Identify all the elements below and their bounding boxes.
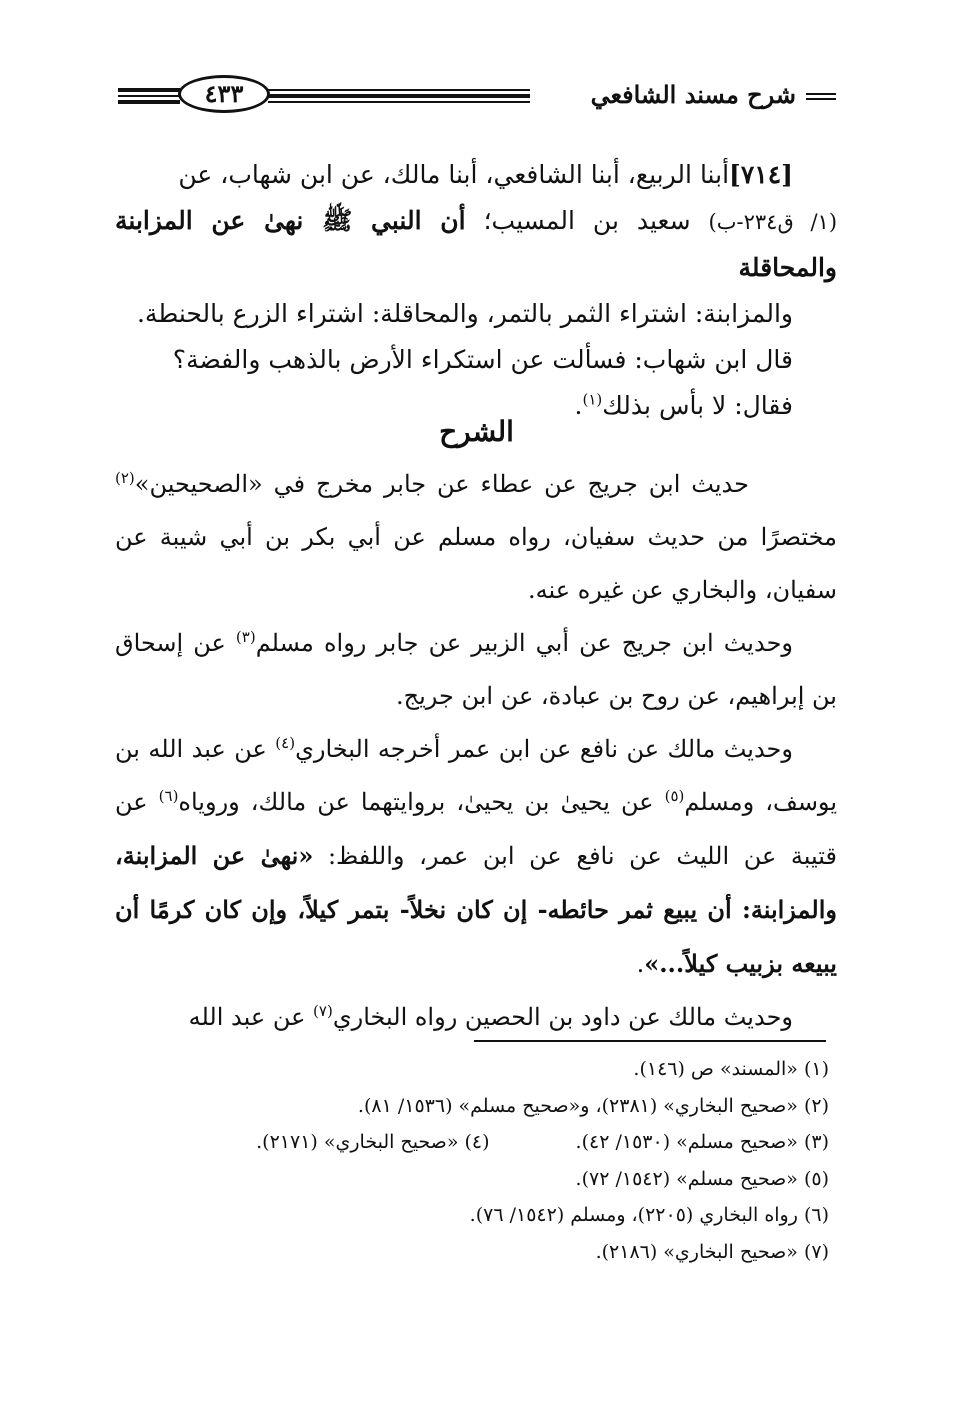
- footnote-ref-2: (٢): [115, 469, 135, 487]
- header-rule-right: [806, 89, 836, 103]
- footnote-1: (١) «المسند» ص (١٤٦).: [633, 1058, 829, 1080]
- hadith-line-2: [115, 198, 837, 291]
- footnote-row-3-4: [117, 1124, 829, 1161]
- header-rule-middle: [268, 86, 530, 106]
- paragraph-1-text: حديث ابن جريج عن عطاء عن جابر مخرج في «الصحيحين»: [134, 470, 749, 498]
- hadith-isnad-start: أبنا الربيع، أبنا الشافعي، أبنا مالك، عن ابن شهاب، عن: [178, 160, 730, 189]
- footnote-ref-6: (٦): [158, 787, 179, 805]
- paragraph-4-text: وحديث مالك عن داود بن الحصين رواه البخاري: [332, 1003, 793, 1031]
- running-title: شرح مسند الشافعي: [590, 80, 796, 109]
- footnote-ref-1: (١): [582, 390, 603, 409]
- footnote-4: (٤) «صحيح البخاري» (٢١٧١).: [256, 1131, 490, 1153]
- paragraph-2-text-cont: عن إسحاق بن إبراهيم، عن روح بن عبادة، عن ابن جريج.: [115, 629, 837, 710]
- footnote-6: (٦) رواه البخاري (٢٢٠٥)، ومسلم (١٥٤٢/ ٧٦).: [469, 1204, 829, 1226]
- paragraph-1-text-cont: مختصرًا من حديث سفيان، رواه مسلم عن أبي بكر بن أبي شيبة عن سفيان، والبخاري عن غيره عنه.: [115, 523, 837, 604]
- footnote-separator: [474, 1040, 826, 1042]
- footnote-ref-4: (٤): [275, 734, 296, 752]
- hadith-line-1: [115, 152, 837, 198]
- header-rule-left: [118, 86, 180, 106]
- hadith-isnad-end: سعيد بن المسيب؛: [483, 206, 691, 235]
- section-heading: الشرح: [439, 415, 514, 448]
- hadith-line-5-end: .: [574, 391, 583, 420]
- paragraph-3-text-c: عن يحيىٰ بن يحيىٰ، بروايتهما عن مالك، وروياه: [178, 788, 665, 816]
- commentary-paragraph-4: [115, 991, 837, 1044]
- footnote-ref-5: (٥): [664, 787, 685, 805]
- manuscript-folio: (١/ ق٢٣٤-ب): [708, 210, 838, 234]
- paragraph-3-text: وحديث مالك عن نافع عن ابن عمر أخرجه البخاري: [295, 735, 793, 763]
- page-number: ٤٣٣: [178, 75, 270, 113]
- commentary-paragraph-1: [115, 458, 837, 617]
- paragraph-3-text-d: عن قتيبة عن الليث عن نافع عن ابن عمر، واللفظ:: [115, 788, 837, 870]
- paragraph-3-quote: «نهىٰ عن المزابنة، والمزابنة: أن يبيع ثمر حائطه- إن كان نخلاً- بتمر كيلاً، وإن كان كرمًا أن يبيعه بزبيب كيلاً...»: [115, 841, 837, 978]
- commentary-body: [115, 458, 837, 1044]
- paragraph-3-end: .: [636, 950, 645, 978]
- footnote-ref-3: (٣): [235, 628, 256, 646]
- hadith-line-3: والمزابنة: اشتراء الثمر بالتمر، والمحاقلة: اشتراء الزرع بالحنطة.: [136, 299, 793, 328]
- footnote-3: (٣) «صحيح مسلم» (١٥٣٠/ ٤٢).: [575, 1131, 829, 1153]
- hadith-block: [115, 152, 837, 429]
- running-header: [118, 72, 836, 120]
- hadith-matn: أن النبي ﷺ نهىٰ عن المزابنة والمحاقلة: [115, 206, 837, 282]
- footnote-ref-7: (٧): [313, 1002, 333, 1020]
- hadith-line-4: قال ابن شهاب: فسألت عن استكراء الأرض بالذهب والفضة؟: [172, 345, 793, 374]
- commentary-paragraph-2: [115, 617, 837, 723]
- footnote-5: (٥) «صحيح مسلم» (١٥٤٢/ ٧٢).: [575, 1167, 829, 1190]
- commentary-paragraph-3: [115, 723, 837, 991]
- footnotes: [117, 1051, 829, 1270]
- paragraph-4-text-cont: عن عبد الله: [188, 1003, 314, 1031]
- paragraph-2-text: وحديث ابن جريج عن أبي الزبير عن جابر رواه مسلم: [255, 629, 793, 657]
- paragraph-3-text-b: عن عبد الله بن يوسف، ومسلم: [115, 735, 837, 816]
- footnote-7: (٧) «صحيح البخاري» (٢١٨٦).: [595, 1240, 829, 1263]
- footnote-2: (٢) «صحيح البخاري» (٢٣٨١)، و«صحيح مسلم» (١٥٣٦/ ٨١).: [357, 1094, 829, 1117]
- hadith-number: [٧١٤]: [729, 160, 793, 189]
- hadith-line-5-text: فقال: لا بأس بذلك: [602, 391, 793, 420]
